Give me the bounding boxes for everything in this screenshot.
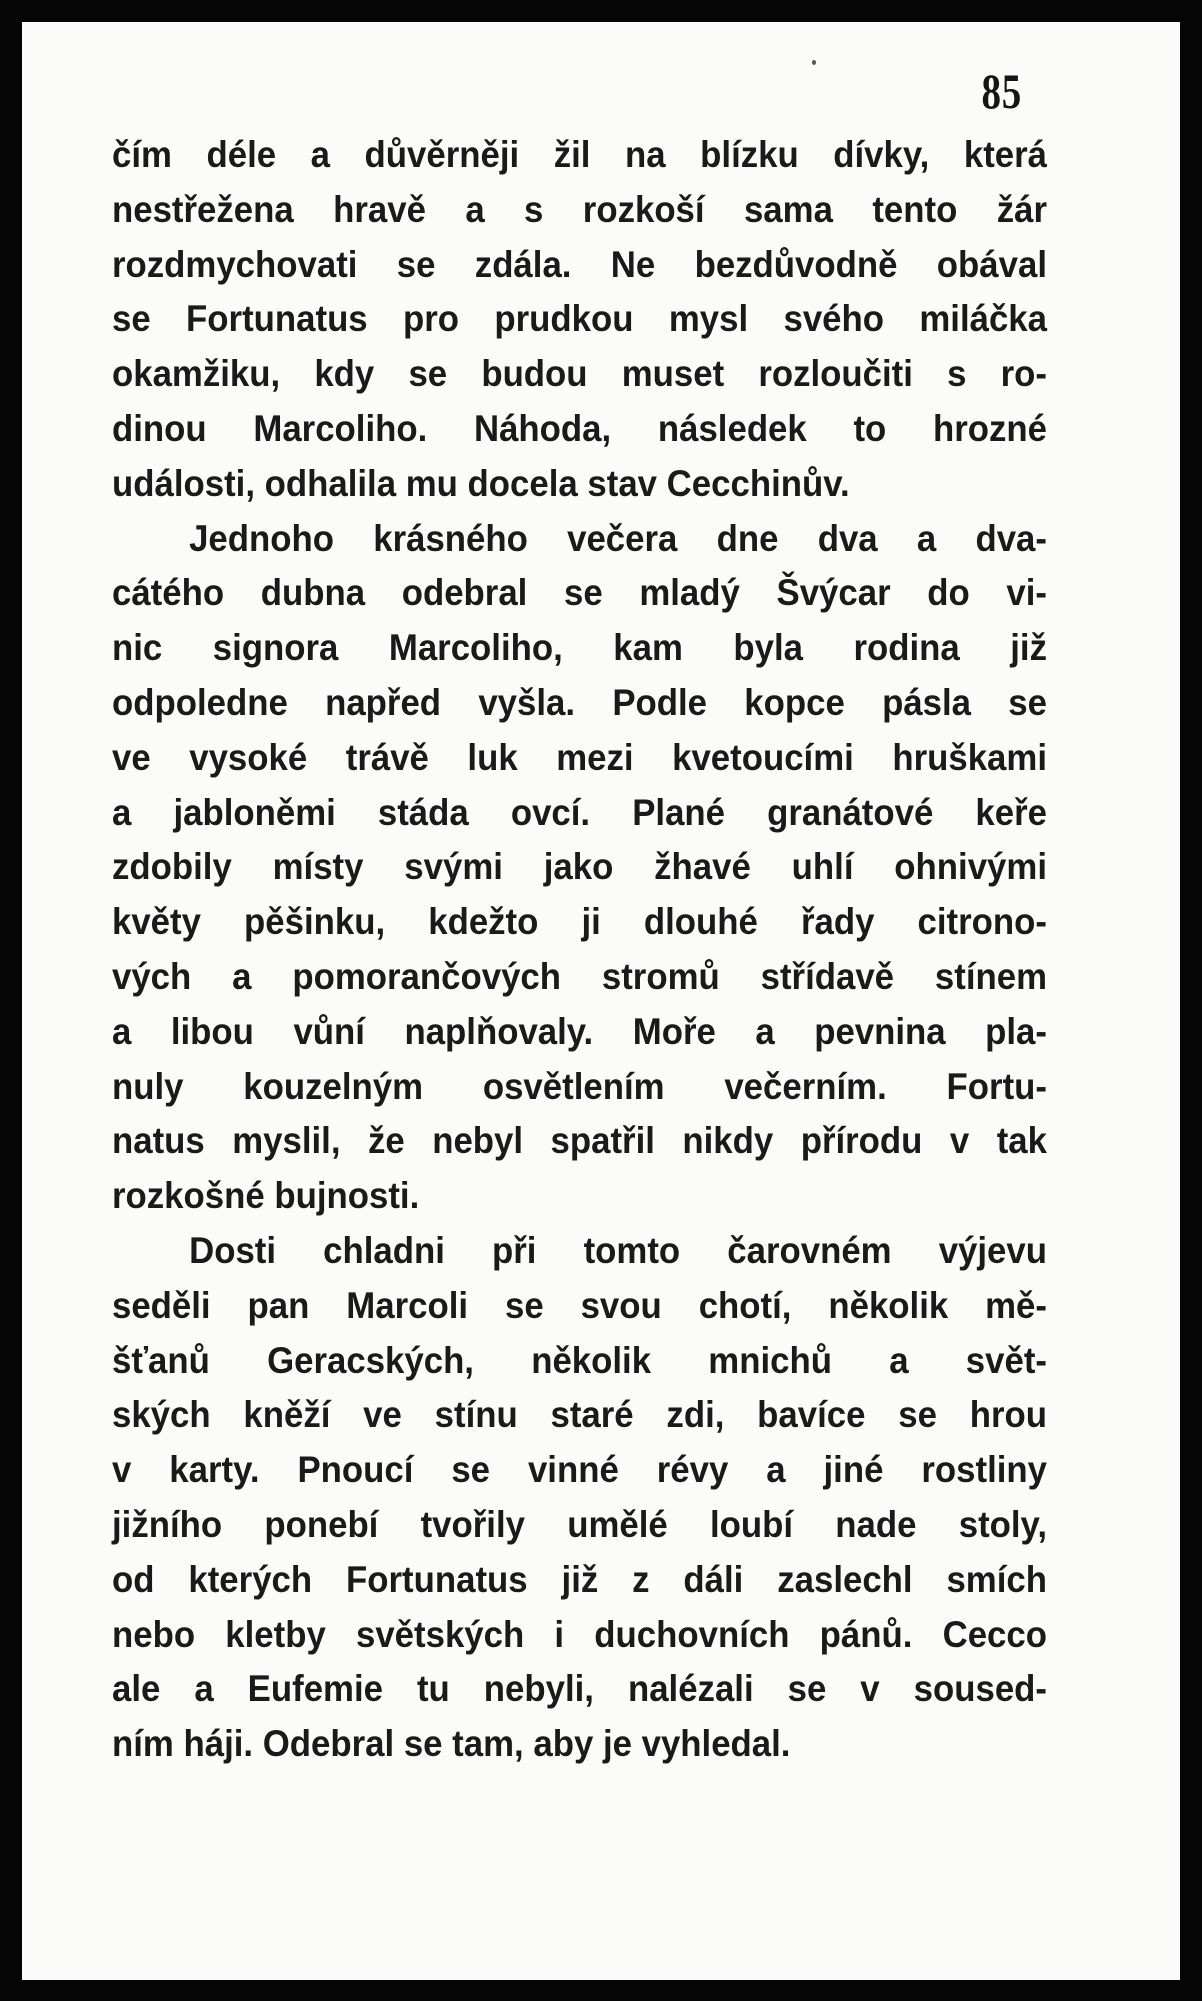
text-line: ve vysoké trávě luk mezi kvetoucími hruškami bbox=[112, 736, 1047, 778]
text-line: dinou Marcoliho. Náhoda, následek to hrozné bbox=[112, 407, 1047, 449]
text-line: čím déle a důvěrněji žil na blízku dívky, která bbox=[112, 134, 1047, 175]
text-line: natus myslil, že nebyl spatřil nikdy přírodu v tak bbox=[112, 1120, 1047, 1162]
text-line: okamžiku, kdy se budou muset rozloučiti s ro- bbox=[112, 353, 1047, 395]
text-line: seděli pan Marcoli se svou chotí, několik mě- bbox=[112, 1284, 1047, 1326]
body-text bbox=[112, 128, 1047, 1772]
text-line: nic signora Marcoliho, kam byla rodina již bbox=[112, 627, 1047, 669]
text-line: ale a Eufemie tu nebyli, nalézali se v soused- bbox=[112, 1668, 1047, 1710]
paragraph-first-line: Dosti chladni při tomto čarovném výjevu bbox=[189, 1229, 1047, 1271]
text-line: od kterých Fortunatus již z dáli zaslechl smích bbox=[112, 1558, 1047, 1600]
text-line: odpoledne napřed vyšla. Podle kopce pásla se bbox=[112, 681, 1047, 723]
text-line: cátého dubna odebral se mladý Švýcar do vi- bbox=[112, 572, 1047, 614]
text-line: a libou vůní naplňovaly. Moře a pevnina pla- bbox=[112, 1010, 1047, 1052]
text-line: jižního ponebí tvořily umělé loubí nade stoly, bbox=[112, 1503, 1047, 1545]
text-line: vých a pomorančových stromů střídavě stínem bbox=[112, 955, 1047, 997]
text-line: ním háji. Odebral se tam, aby je vyhledal. bbox=[112, 1723, 791, 1765]
text-line: rozdmychovati se zdála. Ne bezdůvodně obával bbox=[112, 243, 1047, 285]
text-line: a jabloněmi stáda ovcí. Plané granátové keře bbox=[112, 791, 1047, 833]
text-line: rozkošné bujnosti. bbox=[112, 1175, 420, 1217]
text-line: šťanů Geracských, několik mnichů a svět- bbox=[112, 1339, 1047, 1381]
text-line: události, odhalila mu docela stav Cecchinův. bbox=[112, 462, 850, 504]
text-line: nebo kletby světských i duchovních pánů. Cecco bbox=[112, 1613, 1047, 1655]
text-line: se Fortunatus pro prudkou mysl svého miláčka bbox=[112, 298, 1047, 340]
text-line: v karty. Pnoucí se vinné révy a jiné rostliny bbox=[112, 1449, 1047, 1491]
page-number: 85 bbox=[981, 63, 1022, 119]
ink-speck bbox=[812, 60, 816, 65]
text-line: ských kněží ve stínu staré zdi, bavíce se hrou bbox=[112, 1394, 1047, 1436]
text-line: zdobily místy svými jako žhavé uhlí ohnivými bbox=[112, 846, 1047, 888]
paragraph-first-line: Jednoho krásného večera dne dva a dva- bbox=[189, 517, 1047, 559]
text-line: nuly kouzelným osvětlením večerním. Fortu- bbox=[112, 1065, 1047, 1107]
text-line: nestřežena hravě a s rozkoší sama tento žár bbox=[112, 188, 1047, 230]
text-line: květy pěšinku, kdežto ji dlouhé řady citrono- bbox=[112, 901, 1047, 943]
